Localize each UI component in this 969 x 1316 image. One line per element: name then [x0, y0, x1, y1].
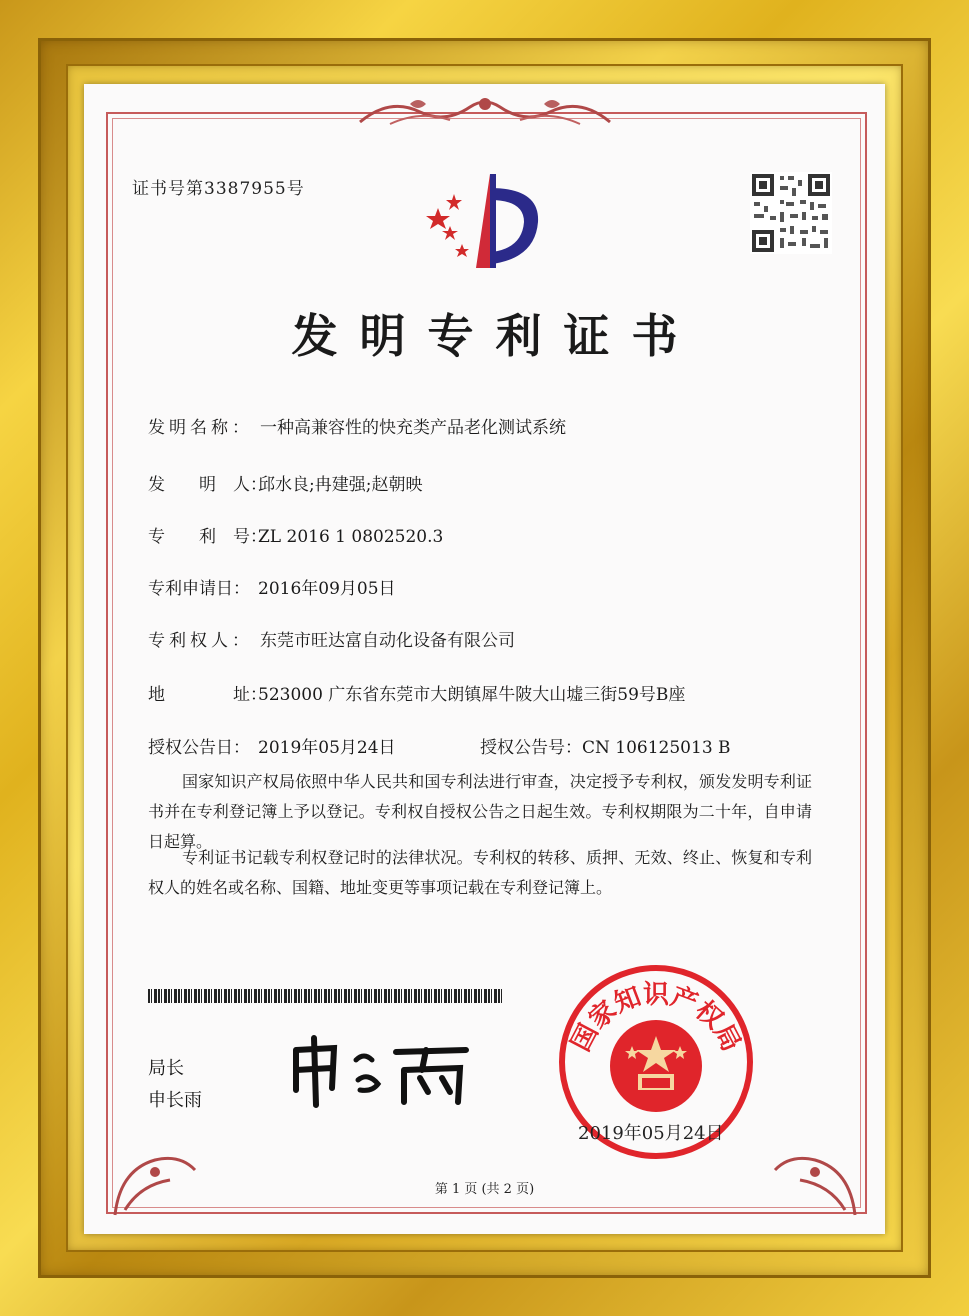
field-grant-date [148, 733, 396, 758]
seal-text: 国家知识产权局 [565, 980, 747, 1057]
field-value: 2019年05月24日 [258, 738, 396, 758]
field-filing-date [148, 574, 396, 599]
statement-paragraph-2: 专利证书记载专利权登记时的法律状况。专利权的转移、质押、无效、终止、恢复和专利权人的姓名或名称、国籍、地址变更等事项记载在专利登记簿上。 [148, 848, 812, 897]
field-label: 授权公告日： [148, 738, 250, 758]
certificate-title: 发明专利证书 [291, 309, 700, 363]
signatory-title: 局长 [148, 1058, 184, 1079]
field-label: 地 址： [148, 685, 267, 705]
field-label: 专 利 号： [148, 527, 267, 547]
field-label: 专利申请日： [148, 579, 250, 599]
signatory-name: 申长雨 [148, 1090, 202, 1111]
handwritten-signature [286, 1030, 486, 1110]
field-grant-no [480, 733, 731, 758]
seal-date: 2019年05月24日 [578, 1123, 724, 1144]
field-label: 发明名称： [148, 418, 253, 438]
statement-paragraph-1: 国家知识产权局依照中华人民共和国专利法进行审查，决定授予专利权，颁发发明专利证书并在专利登记簿上予以登记。专利权自授权公告之日起生效。专利权期限为二十年，自申请日起算。 [148, 772, 812, 851]
field-value: CN 106125013 B [582, 738, 731, 758]
field-value: ZL 2016 1 0802520.3 [258, 527, 444, 547]
field-label: 授权公告号： [480, 738, 582, 758]
field-value: 一种高兼容性的快充类产品老化测试系统 [260, 418, 566, 438]
field-inventors [148, 470, 422, 495]
field-value: 东莞市旺达富自动化设备有限公司 [260, 631, 515, 651]
top-ornament [350, 92, 620, 132]
field-value: 2016年09月05日 [258, 579, 396, 599]
page-footer: 第 1 页 (共 2 页) [434, 1182, 535, 1197]
certificate-number: 证书号第3387955号 [132, 179, 305, 199]
field-invention-name [148, 413, 566, 438]
field-patent-no [148, 522, 443, 547]
field-label: 发 明 人： [148, 475, 267, 495]
qr-code [750, 172, 832, 254]
field-patentee [148, 626, 515, 651]
field-address [148, 680, 685, 705]
field-value: 邱水良;冉建强;赵朝映 [258, 475, 423, 495]
field-label: 专利权人： [148, 631, 253, 651]
barcode [148, 989, 502, 1003]
patent-office-logo [420, 168, 560, 280]
field-value: 523000 广东省东莞市大朗镇犀牛陂大山墟三街59号B座 [258, 685, 686, 705]
